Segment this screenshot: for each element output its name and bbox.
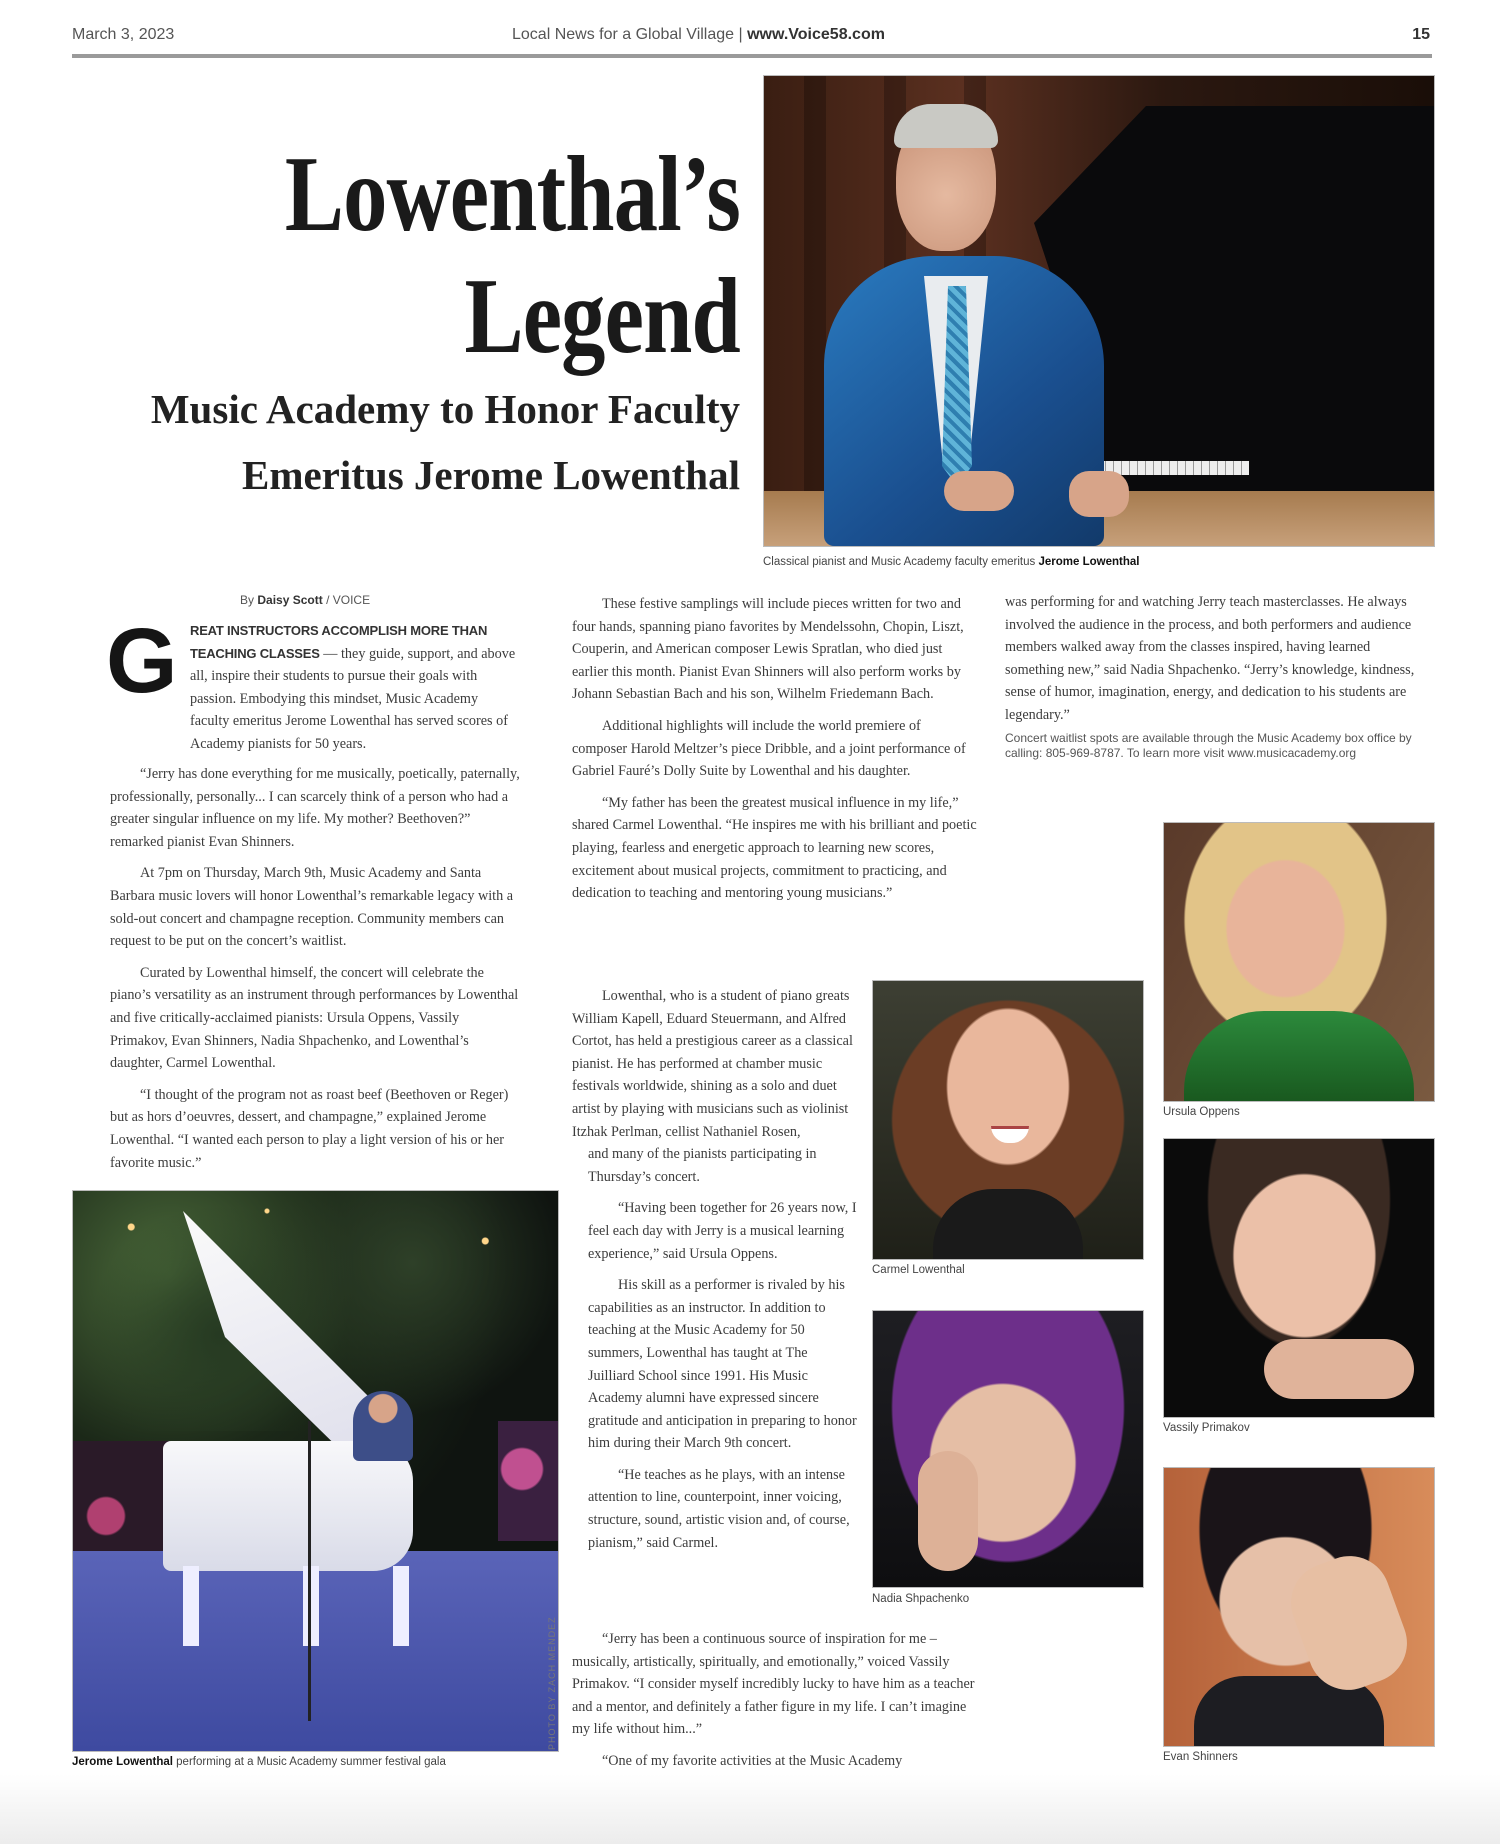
byline-outlet: / VOICE [326, 593, 371, 607]
photo-credit: PHOTO BY ZACH MENDEZ [547, 1616, 557, 1750]
paragraph: Lowenthal, who is a student of piano greats William Kapell, Eduard Steuermann, and Alfred Cortot, has held a prestigious career as a classical pianist. He has performed at chamber music festivals worldwide, shining as a solo and duet artist by playing with musicians such as violinist Itzhak Perlman, cellist Nathaniel Rosen, [572, 988, 853, 1140]
lead-paragraph-top [190, 620, 520, 756]
paragraph: “I thought of the program not as roast beef (Beethoven or Reger) but as hors d’oeuvres, dessert, and champagne,” explained Jerome Lowenthal. “I wanted each person to play a light version of his or her favorite music.” [110, 1086, 509, 1171]
byline-author: Daisy Scott [257, 593, 323, 607]
paragraph: At 7pm on Thursday, March 9th, Music Academy and Santa Barbara music lovers will honor Lowenthal’s remarkable legacy with a sold-out concert and champagne reception. Community members can request to be put on the concert’s waitlist. [110, 865, 514, 950]
article-column-2-narrow [572, 985, 857, 1563]
pianist [353, 1391, 413, 1461]
subheadline-line-1: Music Academy to Honor Faculty [150, 386, 740, 432]
lead-caps: REAT INSTRUCTORS ACCOMPLISH MORE THAN TEACHING CLASSES [190, 623, 488, 661]
headline-line-1: Lowenthal’s [284, 135, 740, 254]
paragraph: and many of the pianists participating in Thursday’s concert. [588, 1146, 817, 1185]
paragraph: was performing for and watching Jerry teach masterclasses. He always involved the audience in the process, and both performers and audience members walked away from the classes inspired, having learned something new,” said Nadia Shpachenko. “Jerry’s knowledge, kindness, sense of humor, imagination, energy, and dedication to his students are legendary.” [1005, 594, 1415, 723]
hero-caption-text: Classical pianist and Music Academy faculty emeritus [763, 556, 1036, 568]
lead-text: — they guide, support, and above all, inspire their students to pursue their goals with passion. Embodying this mindset, Music Academy faculty emeritus Jerome Lowenthal has served scores of Academy pianists for 50 years. [190, 645, 516, 752]
drop-cap: G [106, 610, 178, 712]
black-top [933, 1189, 1083, 1259]
hand [1264, 1339, 1414, 1399]
paragraph: These festive samplings will include pieces written for two and four hands, spanning piano favorites by Mendelssohn, Chopin, Liszt, Couperin, and American composer Lewis Spratlan, who died just earlier this month. Pianist Evan Shinners will also perform works by Johann Sebastian Bach and his son, Wilhelm Friedemann Bach. [572, 596, 964, 703]
article-column-1 [110, 763, 520, 1183]
article-column-2 [572, 593, 977, 914]
caption-ursula-oppens: Ursula Oppens [1163, 1106, 1240, 1118]
tagline-text: Local News for a Global Village [512, 26, 735, 43]
piano-leg [183, 1566, 199, 1646]
wall-panel [804, 76, 826, 546]
photo-vassily-primakov [1163, 1138, 1435, 1418]
photo-nadia-shpachenko [872, 1310, 1144, 1588]
smile [991, 1126, 1029, 1143]
hand [1069, 471, 1129, 517]
caption-evan-shinners: Evan Shinners [1163, 1751, 1238, 1763]
hero-photo-jerome-lowenthal [763, 75, 1435, 547]
green-shirt [1184, 1011, 1414, 1101]
piano-leg [303, 1566, 319, 1646]
hair [894, 104, 998, 148]
paragraph: “My father has been the greatest musical influence in my life,” shared Carmel Lowenthal. “He inspires me with his brilliant and poetic playing, fearless and energetic approach to learning new scores, excitement about musical projects, commitment to practicing, and dedication to teaching and mentoring young musicians.” [572, 794, 977, 902]
flowers [498, 1421, 558, 1541]
paragraph: His skill as a performer is rivaled by his capabilities as an instructor. In addition to teaching at the Music Academy for 50 summers, Lowenthal has taught at The Juilliard School since 1991. His Music Academy alumni have expressed sincere gratitude and anticipation in preparing to honor him during their March 9th concert. [588, 1277, 857, 1452]
page-header [72, 24, 1432, 52]
microphone-stand [308, 1421, 311, 1721]
paragraph: Additional highlights will include the world premiere of composer Harold Meltzer’s piece Dribble, and a joint performance of Gabriel Fauré’s Dolly Suite by Lowenthal and his daughter. [572, 717, 966, 780]
caption-vassily-primakov: Vassily Primakov [1163, 1422, 1250, 1434]
hand [918, 1451, 978, 1571]
piano-leg [393, 1566, 409, 1646]
byline-prefix: By [240, 593, 255, 607]
hand [944, 471, 1014, 511]
site-link[interactable]: www.Voice58.com [747, 26, 885, 43]
hero-caption [763, 556, 1139, 568]
article-column-2-bottom [572, 1628, 982, 1782]
gala-caption [72, 1756, 446, 1768]
paragraph: “Having been together for 26 years now, I feel each day with Jerry is a musical learning experience,” said Ursula Oppens. [588, 1200, 857, 1262]
header-divider [72, 54, 1432, 58]
gala-photo [72, 1190, 559, 1752]
issue-date: March 3, 2023 [72, 26, 175, 43]
tagline-separator: | [738, 26, 743, 43]
paragraph: “He teaches as he plays, with an intense attention to line, counterpoint, inner voicing, structure, sound, artistic vision and, of course, pianism,” said Carmel. [588, 1466, 850, 1551]
gala-caption-text: performing at a Music Academy summer festival gala [172, 1756, 446, 1768]
page-edge-shadow [0, 1774, 1500, 1844]
paragraph: “One of my favorite activities at the Music Academy [602, 1752, 903, 1769]
subheadline-line-2: Emeritus Jerome Lowenthal [241, 452, 740, 498]
paragraph: “Jerry has done everything for me musically, poetically, paternally, professionally, personally... I can scarcely think of a person who had a greater singular influence on my life. My mother? Beethoven?” remarked pianist Evan Shinners. [110, 766, 520, 850]
article-column-3 [1005, 591, 1425, 761]
paragraph: Curated by Lowenthal himself, the concert will celebrate the piano’s versatility as an instrument through performances by Lowenthal and five critically-acclaimed pianists: Ursula Oppens, Vassily Primakov, Evan Shinners, Nadia Shpachenko, and Lowenthal’s daughter, Carmel Lowenthal. [110, 964, 519, 1072]
tagline [512, 26, 885, 44]
caption-carmel-lowenthal: Carmel Lowenthal [872, 1264, 965, 1276]
hero-caption-name: Jerome Lowenthal [1038, 556, 1140, 568]
page-number: 15 [1412, 26, 1430, 43]
paragraph: “Jerry has been a continuous source of inspiration for me – musically, artistically, spiritually, and emotionally,” voiced Vassily Primakov. “I consider myself incredibly lucky to have him as a teacher and a mentor, and definitely a father figure in my life. I can’t imagine my life without him...” [572, 1631, 975, 1738]
headline-line-2: Legend [464, 257, 740, 376]
caption-nadia-shpachenko: Nadia Shpachenko [872, 1593, 970, 1605]
byline [240, 593, 370, 607]
gala-caption-name: Jerome Lowenthal [72, 1756, 173, 1768]
photo-carmel-lowenthal [872, 980, 1144, 1260]
photo-evan-shinners [1163, 1467, 1435, 1747]
photo-ursula-oppens [1163, 822, 1435, 1102]
info-box: Concert waitlist spots are available through the Music Academy box office by calling: 805-969-8787. To learn more visit www.musicacademy.org [1005, 730, 1412, 760]
